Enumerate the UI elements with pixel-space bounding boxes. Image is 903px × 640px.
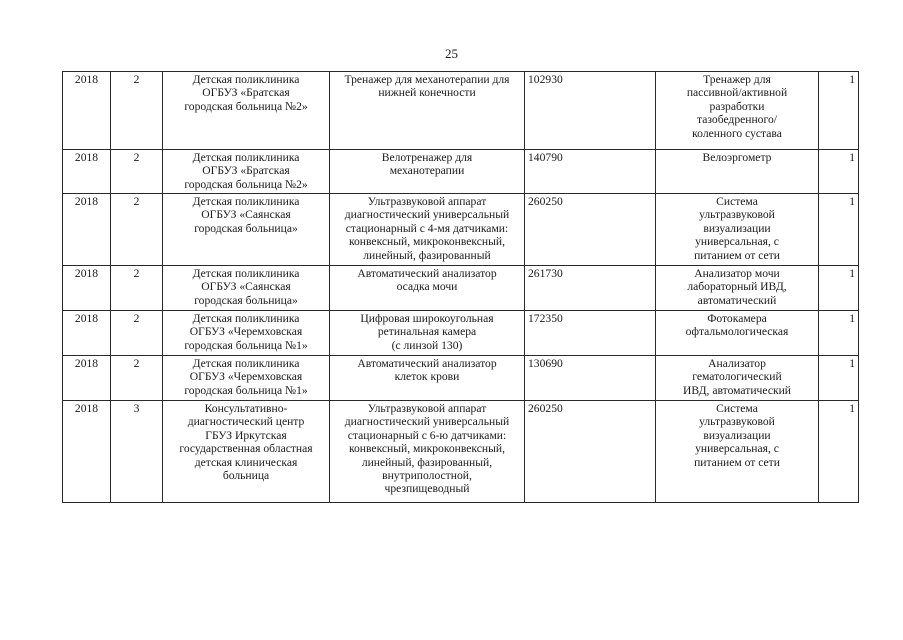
year-cell: 2018 bbox=[63, 194, 111, 266]
type-cell: 2 bbox=[111, 150, 163, 194]
table-row bbox=[63, 311, 859, 356]
category-cell: Анализатор гематологический ИВД, автоматический bbox=[656, 356, 819, 401]
year-cell: 2018 bbox=[63, 311, 111, 356]
table-row bbox=[63, 356, 859, 401]
category-cell: Анализатор мочи лабораторный ИВД, автоматический bbox=[656, 266, 819, 311]
category-cell: Велоэргометр bbox=[656, 150, 819, 194]
equipment-table bbox=[62, 71, 859, 503]
category-cell: Фотокамера офтальмологическая bbox=[656, 311, 819, 356]
equipment-cell: Автоматический анализатор осадка мочи bbox=[330, 266, 525, 311]
quantity-cell: 1 bbox=[819, 72, 859, 150]
year-cell: 2018 bbox=[63, 356, 111, 401]
code-cell: 260250 bbox=[525, 401, 656, 503]
year-cell: 2018 bbox=[63, 72, 111, 150]
table-row bbox=[63, 266, 859, 311]
institution-cell: Детская поликлиника ОГБУЗ «Черемховская городская больница №1» bbox=[163, 356, 330, 401]
institution-cell: Детская поликлиника ОГБУЗ «Саянская городская больница» bbox=[163, 194, 330, 266]
code-cell: 140790 bbox=[525, 150, 656, 194]
equipment-cell: Цифровая широкоугольная ретинальная камера (с линзой 130) bbox=[330, 311, 525, 356]
type-cell: 2 bbox=[111, 311, 163, 356]
quantity-cell: 1 bbox=[819, 401, 859, 503]
category-cell: Тренажер для пассивной/активной разработки тазобедренного/ коленного сустава bbox=[656, 72, 819, 150]
category-cell: Система ультразвуковой визуализации универсальная, с питанием от сети bbox=[656, 194, 819, 266]
table-row bbox=[63, 150, 859, 194]
year-cell: 2018 bbox=[63, 150, 111, 194]
code-cell: 260250 bbox=[525, 194, 656, 266]
category-cell: Система ультразвуковой визуализации универсальная, с питанием от сети bbox=[656, 401, 819, 503]
quantity-cell: 1 bbox=[819, 150, 859, 194]
type-cell: 2 bbox=[111, 356, 163, 401]
type-cell: 2 bbox=[111, 194, 163, 266]
code-cell: 102930 bbox=[525, 72, 656, 150]
code-cell: 172350 bbox=[525, 311, 656, 356]
page-number: 25 bbox=[445, 46, 458, 61]
table-row bbox=[63, 401, 859, 503]
quantity-cell: 1 bbox=[819, 266, 859, 311]
type-cell: 3 bbox=[111, 401, 163, 503]
quantity-cell: 1 bbox=[819, 194, 859, 266]
equipment-cell: Ультразвуковой аппарат диагностический универсальный стационарный с 4-мя датчиками: конвексный, микроконвексный, линейный, фазированный bbox=[330, 194, 525, 266]
institution-cell: Детская поликлиника ОГБУЗ «Черемховская городская больница №1» bbox=[163, 311, 330, 356]
equipment-cell: Велотренажер для механотерапии bbox=[330, 150, 525, 194]
institution-cell: Детская поликлиника ОГБУЗ «Братская городская больница №2» bbox=[163, 150, 330, 194]
code-cell: 261730 bbox=[525, 266, 656, 311]
institution-cell: Детская поликлиника ОГБУЗ «Братская городская больница №2» bbox=[163, 72, 330, 150]
institution-cell: Детская поликлиника ОГБУЗ «Саянская городская больница» bbox=[163, 266, 330, 311]
year-cell: 2018 bbox=[63, 266, 111, 311]
year-cell: 2018 bbox=[63, 401, 111, 503]
table-row bbox=[63, 194, 859, 266]
quantity-cell: 1 bbox=[819, 311, 859, 356]
type-cell: 2 bbox=[111, 72, 163, 150]
equipment-cell: Автоматический анализатор клеток крови bbox=[330, 356, 525, 401]
equipment-cell: Ультразвуковой аппарат диагностический универсальный стационарный с 6-ю датчиками: конвексный, микроконвексный, линейный, фазированный, внутриполостной, чрезпищеводный bbox=[330, 401, 525, 503]
table-row bbox=[63, 72, 859, 150]
institution-cell: Консультативно- диагностический центр ГБУЗ Иркутская государственная областная детская клиническая больница bbox=[163, 401, 330, 503]
code-cell: 130690 bbox=[525, 356, 656, 401]
type-cell: 2 bbox=[111, 266, 163, 311]
quantity-cell: 1 bbox=[819, 356, 859, 401]
equipment-cell: Тренажер для механотерапии для нижней конечности bbox=[330, 72, 525, 150]
